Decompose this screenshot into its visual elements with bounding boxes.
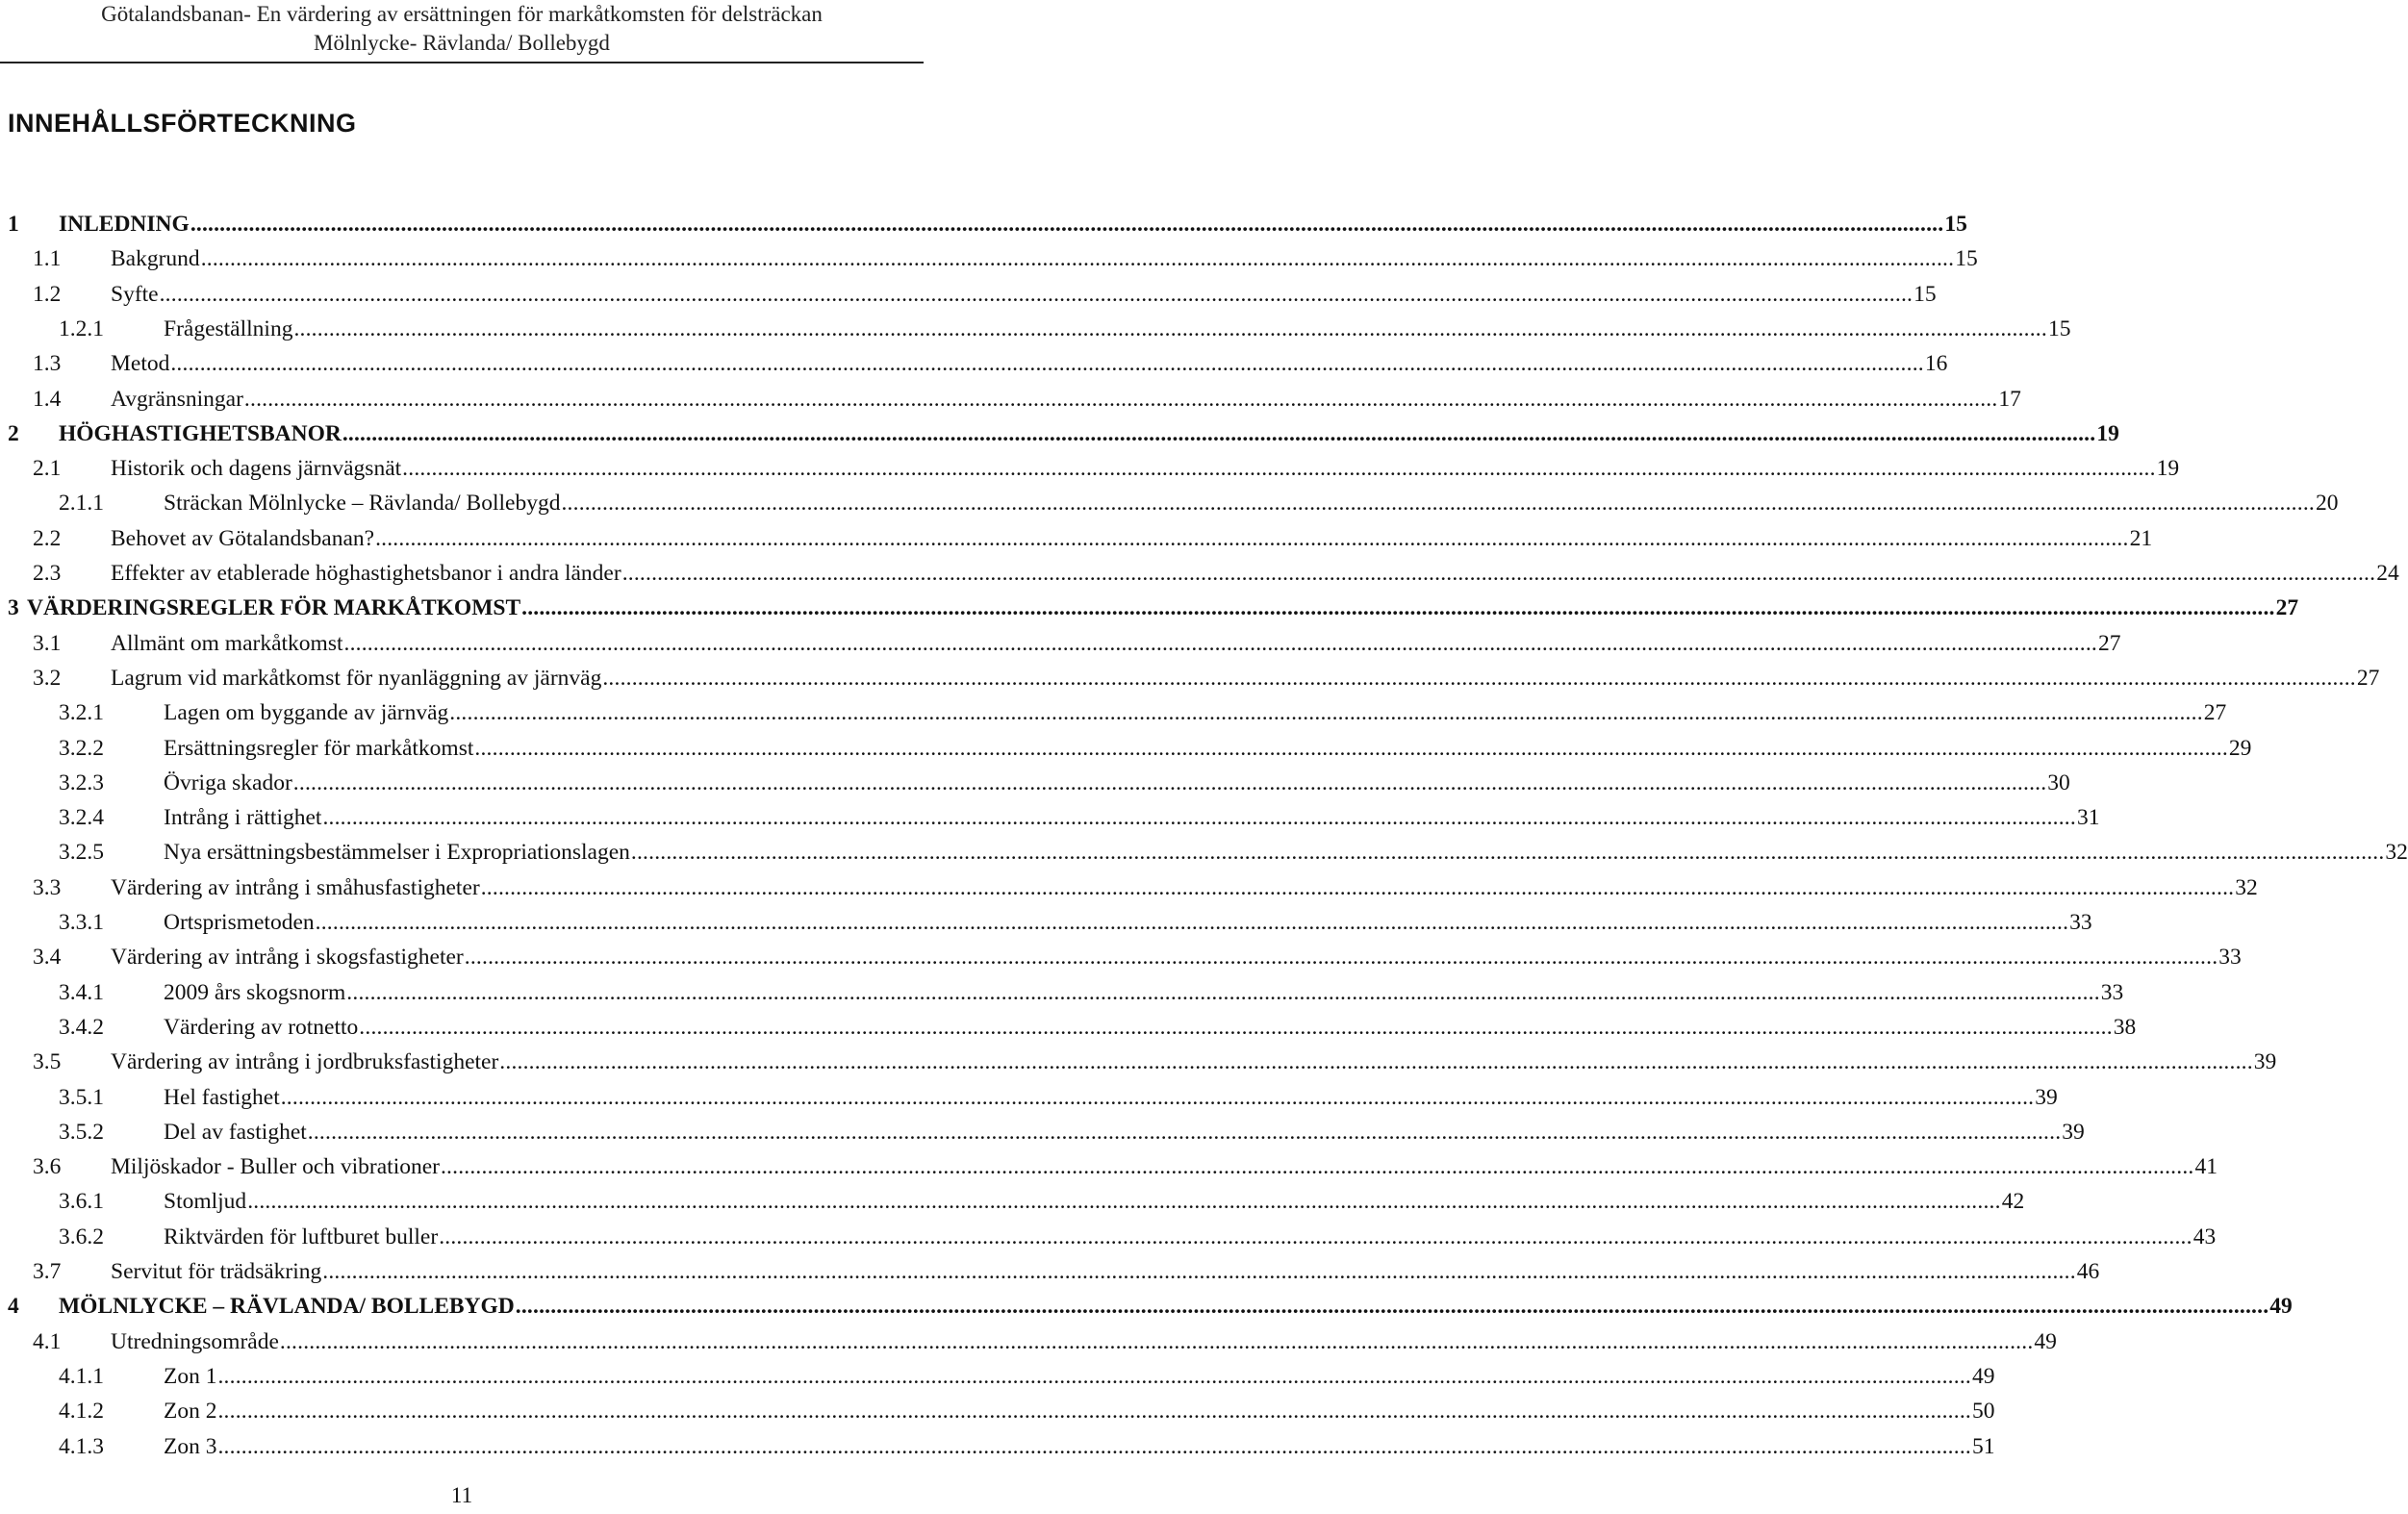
toc-entry-title: Stomljud [164, 1189, 247, 1215]
toc-entry-leader-dots: ............................................................................................................................................................................................................................................................................................................ [279, 1328, 2034, 1354]
toc-entry-leader-dots: ............................................................................................................................................................................................................................................................................................................ [561, 491, 2315, 517]
toc-entry-page: 49 [2269, 1294, 2293, 1320]
toc-entry-title: INLEDNING [59, 212, 190, 237]
toc-entry-title: Del av fastighet [164, 1119, 307, 1145]
toc-entry-leader-dots: ............................................................................................................................................................................................................................................................................................................ [480, 874, 2235, 900]
toc-entry-title: Allmänt om markåtkomst [111, 630, 343, 656]
toc-entry-line [111, 1254, 2100, 1289]
toc-entry-leader-dots: ............................................................................................................................................................................................................................................................................................................ [217, 1433, 1971, 1459]
toc-entry-title: Värdering av intrång i skogsfastigheter [111, 945, 464, 971]
toc-entry[interactable] [0, 486, 2339, 520]
toc-entry-line [111, 1325, 2057, 1359]
toc-entry-line [111, 451, 2180, 486]
toc-entry-number: 3.6.1 [59, 1189, 104, 1215]
toc-entry-line [164, 835, 2408, 870]
toc-entry-line [164, 1184, 2025, 1219]
toc-entry-number: 2.2 [33, 525, 62, 551]
toc-entry[interactable] [0, 1359, 1995, 1394]
toc-entry-title: Övriga skador [164, 770, 292, 795]
toc-entry-line [164, 731, 2252, 766]
toc-entry-line [164, 905, 2092, 940]
toc-entry-leader-dots: ............................................................................................................................................................................................................................................................................................................ [307, 1119, 2062, 1145]
toc-entry-number: 3.4.2 [59, 1014, 104, 1040]
toc-entry-title: Syfte [111, 281, 159, 307]
toc-entry-number: 4.1.2 [59, 1399, 104, 1425]
toc-entry-leader-dots: ............................................................................................................................................................................................................................................................................................................ [293, 315, 2047, 341]
toc-entry-line [111, 661, 2380, 695]
toc-entry-page: 21 [2129, 525, 2153, 551]
toc-entry-number: 3.6 [33, 1154, 62, 1180]
toc-entry[interactable] [0, 1254, 2100, 1289]
toc-entry-title: HÖGHASTIGHETSBANOR [59, 420, 342, 446]
toc-entry-page: 17 [1998, 386, 2021, 412]
toc-entry-line [164, 766, 2070, 800]
toc-entry-leader-dots: ............................................................................................................................................................................................................................................................................................................ [499, 1049, 2253, 1075]
toc-entry-leader-dots: ............................................................................................................................................................................................................................................................................................................ [474, 735, 2228, 761]
toc-entry-title: Intrång i rättighet [164, 805, 322, 831]
toc-entry-line [164, 695, 2227, 730]
toc-entry[interactable] [0, 905, 2092, 940]
toc-entry-page: 27 [2275, 595, 2299, 621]
toc-entry-number: 1 [8, 212, 19, 237]
toc-heading: INNEHÅLLSFÖRTECKNING [8, 109, 357, 138]
toc-entry-number: 2.1 [33, 456, 62, 482]
toc-entry[interactable] [0, 661, 2380, 695]
toc-entry[interactable] [0, 1220, 2217, 1254]
toc-entry-number: 3.5.1 [59, 1084, 104, 1110]
toc-entry[interactable] [0, 207, 1967, 241]
toc-entry-page: 49 [1971, 1363, 1995, 1389]
toc-entry-title: Effekter av etablerade höghastighetsbanor i andra länder [111, 561, 621, 586]
toc-entry-page: 38 [2113, 1014, 2137, 1040]
toc-entry[interactable] [0, 241, 1978, 276]
toc-entry-page: 20 [2315, 491, 2339, 517]
toc-entry-title: Värdering av rotnetto [164, 1014, 359, 1040]
toc-entry-number: 4.1.3 [59, 1433, 104, 1459]
toc-entry-page: 24 [2376, 561, 2399, 586]
toc-entry-page: 15 [1944, 212, 1967, 237]
toc-entry-number: 3.5 [33, 1049, 62, 1075]
toc-entry-title: Avgränsningar [111, 386, 243, 412]
toc-entry-page: 49 [2034, 1328, 2057, 1354]
toc-entry[interactable] [0, 871, 2258, 905]
toc-entry-page: 32 [2385, 840, 2408, 866]
toc-entry[interactable] [0, 521, 2153, 556]
toc-entry-number: 4.1.1 [59, 1363, 104, 1389]
toc-entry[interactable] [0, 626, 2121, 661]
toc-entry-leader-dots: ............................................................................................................................................................................................................................................................................................................ [521, 595, 2275, 621]
toc-entry-number: 3.4 [33, 945, 62, 971]
toc-entry-title: Zon 1 [164, 1363, 217, 1389]
toc-entry[interactable] [0, 800, 2100, 835]
toc-entry-line [164, 1394, 1995, 1428]
toc-entry-page: 15 [1914, 281, 1937, 307]
toc-entry-page: 39 [2035, 1084, 2058, 1110]
toc-entry-title: 2009 års skogsnorm [164, 979, 346, 1005]
toc-entry-title: Miljöskador - Buller och vibrationer [111, 1154, 440, 1180]
toc-entry-number: 3.3 [33, 874, 62, 900]
toc-entry-page: 39 [2062, 1119, 2085, 1145]
toc-entry-number: 1.4 [33, 386, 62, 412]
toc-entry[interactable] [0, 975, 2124, 1010]
toc-entry-number: 3.2.2 [59, 735, 104, 761]
toc-entry[interactable] [0, 312, 2071, 346]
toc-entry-line [164, 1220, 2217, 1254]
toc-entry-title: Värdering av intrång i jordbruksfastigheter [111, 1049, 499, 1075]
toc-entry-number: 3.2.4 [59, 805, 104, 831]
toc-entry-leader-dots: ............................................................................................................................................................................................................................................................................................................ [217, 1363, 1971, 1389]
toc-entry-leader-dots: ............................................................................................................................................................................................................................................................................................................ [359, 1014, 2113, 1040]
toc-entry-number: 3.6.2 [59, 1224, 104, 1249]
toc-entry-leader-dots: ............................................................................................................................................................................................................................................................................................................ [630, 840, 2385, 866]
running-header-line-2: Mölnlycke- Rävlanda/ Bollebygd [314, 31, 610, 55]
toc-entry[interactable] [0, 1325, 2057, 1359]
toc-entry-leader-dots: ............................................................................................................................................................................................................................................................................................................ [515, 1294, 2269, 1320]
running-header [0, 0, 924, 63]
toc-entry-number: 3.2.1 [59, 700, 104, 726]
toc-entry-page: 46 [2076, 1259, 2100, 1284]
toc-entry-number: 3.3.1 [59, 910, 104, 935]
toc-entry-line [111, 940, 2242, 974]
toc-entry[interactable] [0, 1394, 1995, 1428]
toc-entry-title: Historik och dagens järnvägsnät [111, 456, 402, 482]
toc-entry-number: 3.2 [33, 665, 62, 691]
toc-entry-number: 4.1 [33, 1328, 62, 1354]
toc-entry-leader-dots: ............................................................................................................................................................................................................................................................................................................ [621, 561, 2376, 586]
toc-entry-number: 3.5.2 [59, 1119, 104, 1145]
toc-entry-leader-dots: ............................................................................................................................................................................................................................................................................................................ [315, 910, 2069, 935]
toc-entry[interactable] [0, 1429, 1995, 1464]
toc-entry[interactable] [0, 940, 2242, 974]
toc-entry-title: Värdering av intrång i småhusfastigheter [111, 874, 480, 900]
toc-entry-leader-dots: ............................................................................................................................................................................................................................................................................................................ [280, 1084, 2035, 1110]
toc-entry-line [164, 486, 2339, 520]
toc-entry-page: 16 [1924, 351, 1948, 377]
toc-entry-page: 29 [2228, 735, 2252, 761]
toc-entry-page: 27 [2356, 665, 2380, 691]
toc-entry-title: Lagen om byggande av järnväg [164, 700, 449, 726]
toc-entry-page: 50 [1971, 1399, 1995, 1425]
toc-entry-page: 51 [1971, 1433, 1995, 1459]
toc-entry[interactable] [0, 1115, 2085, 1149]
toc-entry-title: Ortsprismetoden [164, 910, 315, 935]
toc-entry[interactable] [0, 1010, 2137, 1045]
toc-entry-page: 30 [2047, 770, 2070, 795]
toc-entry-title: Bakgrund [111, 246, 200, 272]
toc-entry[interactable] [0, 346, 1948, 381]
toc-entry-line [59, 1289, 2293, 1324]
toc-entry-number: 3.4.1 [59, 979, 104, 1005]
toc-entry[interactable] [0, 591, 2299, 625]
toc-entry-line [111, 871, 2258, 905]
toc-entry-title: Zon 2 [164, 1399, 217, 1425]
toc-entry-leader-dots: ............................................................................................................................................................................................................................................................................................................ [292, 770, 2047, 795]
toc-entry-page: 41 [2194, 1154, 2218, 1180]
toc-entry-number: 2 [8, 420, 19, 446]
toc-entry-line [164, 800, 2100, 835]
toc-entry-page: 33 [2218, 945, 2242, 971]
toc-entry-line [164, 975, 2124, 1010]
toc-entry-title: Behovet av Götalandsbanan? [111, 525, 375, 551]
toc-entry-number: 1.1 [33, 246, 62, 272]
toc-entry-page: 39 [2253, 1049, 2277, 1075]
toc-entry-number: 2.3 [33, 561, 62, 586]
toc-entry[interactable] [0, 766, 2070, 800]
toc-entry-title: Sträckan Mölnlycke – Rävlanda/ Bollebygd [164, 491, 561, 517]
toc-entry-leader-dots: ............................................................................................................................................................................................................................................................................................................ [346, 979, 2100, 1005]
toc-entry[interactable] [0, 416, 2119, 451]
toc-entry-line [111, 241, 1978, 276]
toc-entry-leader-dots: ............................................................................................................................................................................................................................................................................................................ [190, 212, 1944, 237]
toc-entry-leader-dots: ............................................................................................................................................................................................................................................................................................................ [342, 420, 2096, 446]
toc-entry-leader-dots: ............................................................................................................................................................................................................................................................................................................ [322, 805, 2076, 831]
toc-entry-line [164, 312, 2071, 346]
toc-entry-line [111, 346, 1948, 381]
toc-entry-title: Ersättningsregler för markåtkomst [164, 735, 474, 761]
toc-entry[interactable] [0, 1045, 2277, 1079]
toc-entry-leader-dots: ............................................................................................................................................................................................................................................................................................................ [439, 1224, 2193, 1249]
toc-entry-leader-dots: ............................................................................................................................................................................................................................................................................................................ [440, 1154, 2194, 1180]
toc-entry-title: Metod [111, 351, 170, 377]
toc-entry-page: 15 [2047, 315, 2071, 341]
toc-entry-leader-dots: ............................................................................................................................................................................................................................................................................................................ [343, 630, 2097, 656]
toc-entry-number: 1.2 [33, 281, 62, 307]
toc-entry-line [111, 1045, 2277, 1079]
toc-entry[interactable] [0, 1184, 2025, 1219]
toc-entry[interactable] [0, 1289, 2293, 1324]
toc-entry[interactable] [0, 835, 2408, 870]
toc-entry-title: Zon 3 [164, 1433, 217, 1459]
toc-entry-page: 32 [2235, 874, 2258, 900]
toc-entry[interactable] [0, 382, 2021, 416]
toc-entry-number: 3.7 [33, 1259, 62, 1284]
toc-entry-line [27, 591, 2299, 625]
toc-entry-line [111, 277, 1937, 312]
toc-entry-page: 31 [2076, 805, 2100, 831]
toc-entry-page: 43 [2193, 1224, 2217, 1249]
toc-entry[interactable] [0, 695, 2227, 730]
toc-entry-line [111, 556, 2399, 591]
toc-entry-line [164, 1010, 2137, 1045]
toc-entry-title: VÄRDERINGSREGLER FÖR MARKÅTKOMST [27, 595, 521, 621]
toc-entry[interactable] [0, 1149, 2218, 1184]
toc-entry-title: MÖLNLYCKE – RÄVLANDA/ BOLLEBYGD [59, 1294, 515, 1320]
toc-entry[interactable] [0, 731, 2252, 766]
toc-entry[interactable] [0, 556, 2399, 591]
toc-entry-number: 4 [8, 1294, 19, 1320]
toc-entry-page: 19 [2156, 456, 2180, 482]
toc-entry-line [111, 521, 2153, 556]
toc-entry-number: 1.2.1 [59, 315, 104, 341]
toc-entry[interactable] [0, 277, 1937, 312]
toc-entry-leader-dots: ............................................................................................................................................................................................................................................................................................................ [200, 246, 1955, 272]
toc-entry-page: 42 [2001, 1189, 2025, 1215]
toc-entry-title: Hel fastighet [164, 1084, 280, 1110]
toc-entry-line [164, 1429, 1995, 1464]
toc-entry-title: Riktvärden för luftburet buller [164, 1224, 439, 1249]
toc-entry-leader-dots: ............................................................................................................................................................................................................................................................................................................ [243, 386, 1998, 412]
toc-entry-number: 3.1 [33, 630, 62, 656]
toc-entry-page: 19 [2096, 420, 2119, 446]
toc-entry-leader-dots: ............................................................................................................................................................................................................................................................................................................ [375, 525, 2129, 551]
toc-entry[interactable] [0, 1080, 2058, 1115]
toc-entry-line [59, 207, 1967, 241]
toc-entry-line [111, 382, 2021, 416]
toc-entry-line [164, 1359, 1995, 1394]
toc-entry-leader-dots: ............................................................................................................................................................................................................................................................................................................ [322, 1259, 2076, 1284]
toc-entry-page: 15 [1955, 246, 1978, 272]
toc-entry-page: 27 [2203, 700, 2227, 726]
toc-entry-line [111, 1149, 2218, 1184]
toc-entry-leader-dots: ............................................................................................................................................................................................................................................................................................................ [402, 456, 2156, 482]
toc-entry-leader-dots: ............................................................................................................................................................................................................................................................................................................ [464, 945, 2218, 971]
toc-entry-leader-dots: ............................................................................................................................................................................................................................................................................................................ [170, 351, 1924, 377]
toc-entry-leader-dots: ............................................................................................................................................................................................................................................................................................................ [159, 281, 1914, 307]
toc-entry-title: Servitut för trädsäkring [111, 1259, 322, 1284]
toc-entry-number: 3.2.5 [59, 840, 104, 866]
toc-entry-number: 3 [8, 595, 19, 621]
toc-entry-leader-dots: ............................................................................................................................................................................................................................................................................................................ [602, 665, 2356, 691]
toc-entry-leader-dots: ............................................................................................................................................................................................................................................................................................................ [247, 1189, 2001, 1215]
toc-entry-number: 2.1.1 [59, 491, 104, 517]
running-header-line-1: Götalandsbanan- En värdering av ersättningen för markåtkomsten för delsträckan [101, 2, 823, 26]
page-number: 11 [450, 1483, 473, 1507]
toc-entry[interactable] [0, 451, 2180, 486]
toc-entry-page: 27 [2098, 630, 2121, 656]
toc-entry-line [164, 1080, 2058, 1115]
toc-entry-line [111, 626, 2121, 661]
toc-entry-number: 1.3 [33, 351, 62, 377]
toc-entry-page: 33 [2069, 910, 2092, 935]
toc-entry-line [59, 416, 2119, 451]
toc-entry-title: Utredningsområde [111, 1328, 279, 1354]
toc-entry-line [164, 1115, 2085, 1149]
toc-entry-leader-dots: ............................................................................................................................................................................................................................................................................................................ [449, 700, 2203, 726]
toc-entry-leader-dots: ............................................................................................................................................................................................................................................................................................................ [217, 1399, 1971, 1425]
toc-entry-title: Lagrum vid markåtkomst för nyanläggning av järnväg [111, 665, 602, 691]
toc-entry-page: 33 [2100, 979, 2124, 1005]
toc-entry-number: 3.2.3 [59, 770, 104, 795]
toc-entry-title: Nya ersättningsbestämmelser i Expropriationslagen [164, 840, 630, 866]
toc-entry-title: Frågeställning [164, 315, 293, 341]
